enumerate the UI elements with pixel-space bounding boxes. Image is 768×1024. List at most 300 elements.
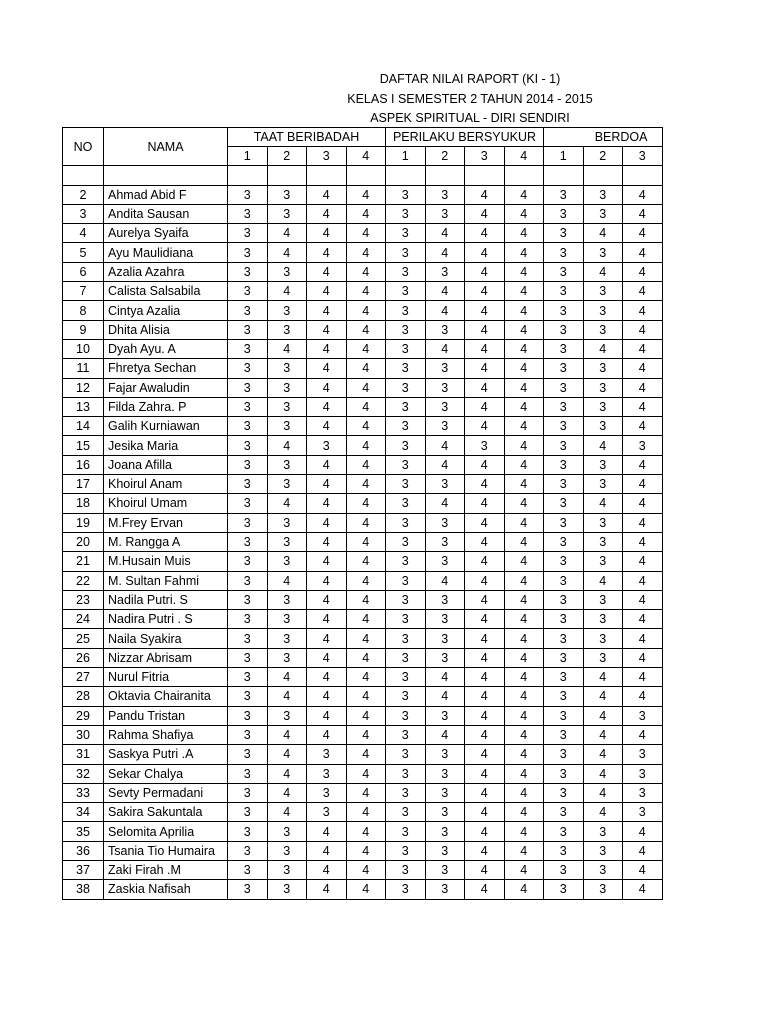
score-cell: 4 xyxy=(267,494,307,513)
student-name: M. Sultan Fahmi xyxy=(104,571,228,590)
score-cell: 4 xyxy=(504,532,544,551)
score-cell: 4 xyxy=(623,629,663,648)
score-cell: 4 xyxy=(504,803,544,822)
score-cell: 4 xyxy=(504,552,544,571)
score-cell: 4 xyxy=(346,475,386,494)
score-cell: 4 xyxy=(583,764,623,783)
student-name: Galih Kurniawan xyxy=(104,417,228,436)
score-cell: 4 xyxy=(504,783,544,802)
score-cell: 3 xyxy=(386,552,426,571)
score-cell: 4 xyxy=(465,803,505,822)
score-cell: 4 xyxy=(307,397,347,416)
score-cell: 3 xyxy=(425,204,465,223)
score-cell: 3 xyxy=(307,803,347,822)
score-cell: 4 xyxy=(623,841,663,860)
score-cell: 3 xyxy=(583,822,623,841)
score-cell: 3 xyxy=(544,339,584,358)
score-cell: 4 xyxy=(267,764,307,783)
score-cell: 3 xyxy=(583,320,623,339)
score-cell: 3 xyxy=(267,204,307,223)
score-cell: 3 xyxy=(228,378,268,397)
score-cell: 3 xyxy=(425,378,465,397)
score-cell: 3 xyxy=(623,783,663,802)
row-number: 33 xyxy=(63,783,104,802)
score-cell: 3 xyxy=(583,455,623,474)
score-cell: 4 xyxy=(465,339,505,358)
table-row xyxy=(63,610,663,629)
table-row xyxy=(63,803,663,822)
student-name: Sevty Permadani xyxy=(104,783,228,802)
score-cell: 3 xyxy=(228,513,268,532)
subcol-header: 2 xyxy=(425,147,465,166)
header-group-perilaku-bersyukur: PERILAKU BERSYUKUR xyxy=(386,128,544,147)
score-cell: 4 xyxy=(346,860,386,879)
score-cell: 3 xyxy=(544,860,584,879)
student-name: Zaskia Nafisah xyxy=(104,880,228,899)
score-cell: 3 xyxy=(425,359,465,378)
student-name: Rahma Shafiya xyxy=(104,725,228,744)
score-cell: 4 xyxy=(504,282,544,301)
table-row xyxy=(63,339,663,358)
score-cell: 3 xyxy=(386,320,426,339)
score-cell: 4 xyxy=(346,764,386,783)
row-number: 6 xyxy=(63,262,104,281)
score-cell: 4 xyxy=(504,725,544,744)
score-cell: 3 xyxy=(228,706,268,725)
score-cell: 3 xyxy=(583,282,623,301)
score-cell: 4 xyxy=(346,725,386,744)
student-name: Nadira Putri . S xyxy=(104,610,228,629)
score-cell: 3 xyxy=(544,706,584,725)
score-cell: 4 xyxy=(267,224,307,243)
table-row xyxy=(63,359,663,378)
table-row xyxy=(63,166,663,185)
row-number: 28 xyxy=(63,687,104,706)
score-cell: 4 xyxy=(307,668,347,687)
score-cell: 3 xyxy=(623,764,663,783)
score-cell: 4 xyxy=(504,378,544,397)
score-cell: 4 xyxy=(465,262,505,281)
student-name: Tsania Tio Humaira xyxy=(104,841,228,860)
score-cell: 4 xyxy=(267,282,307,301)
score-cell: 4 xyxy=(465,532,505,551)
score-cell: 3 xyxy=(425,320,465,339)
score-cell: 3 xyxy=(307,783,347,802)
score-cell: 3 xyxy=(386,822,426,841)
score-cell: 4 xyxy=(504,880,544,899)
score-cell: 3 xyxy=(228,359,268,378)
score-cell: 3 xyxy=(386,610,426,629)
student-name: Nadila Putri. S xyxy=(104,590,228,609)
student-name: Oktavia Chairanita xyxy=(104,687,228,706)
score-cell: 3 xyxy=(228,841,268,860)
score-cell: 4 xyxy=(465,513,505,532)
score-cell: 4 xyxy=(583,262,623,281)
score-cell: 4 xyxy=(504,571,544,590)
score-cell: 4 xyxy=(346,822,386,841)
score-cell: 4 xyxy=(307,590,347,609)
score-cell: 4 xyxy=(504,359,544,378)
score-cell: 4 xyxy=(425,571,465,590)
student-name: Andita Sausan xyxy=(104,204,228,223)
score-cell: 3 xyxy=(544,397,584,416)
score-cell: 3 xyxy=(544,359,584,378)
score-cell: 4 xyxy=(623,648,663,667)
score-cell: 4 xyxy=(623,359,663,378)
score-cell: 4 xyxy=(346,629,386,648)
score-cell: 4 xyxy=(307,725,347,744)
score-cell: 4 xyxy=(346,262,386,281)
score-cell: 3 xyxy=(425,629,465,648)
student-name: Zaki Firah .M xyxy=(104,860,228,879)
score-cell: 3 xyxy=(583,204,623,223)
score-cell: 4 xyxy=(425,668,465,687)
student-name: Joana Afilla xyxy=(104,455,228,474)
subcol-header: 1 xyxy=(386,147,426,166)
table-row xyxy=(63,783,663,802)
subcol-header: 2 xyxy=(583,147,623,166)
score-cell: 4 xyxy=(504,301,544,320)
score-cell: 4 xyxy=(346,243,386,262)
header-group-taat-beribadah: TAAT BERIBADAH xyxy=(228,128,386,147)
score-cell: 4 xyxy=(465,494,505,513)
score-cell: 4 xyxy=(307,301,347,320)
score-cell: 3 xyxy=(544,494,584,513)
score-cell: 4 xyxy=(425,243,465,262)
score-cell: 3 xyxy=(228,610,268,629)
score-cell: 3 xyxy=(386,417,426,436)
score-cell: 4 xyxy=(583,687,623,706)
score-cell: 3 xyxy=(544,687,584,706)
score-cell: 3 xyxy=(267,822,307,841)
table-row xyxy=(63,629,663,648)
score-cell: 4 xyxy=(346,552,386,571)
score-cell: 4 xyxy=(346,282,386,301)
score-cell: 3 xyxy=(228,648,268,667)
score-cell: 4 xyxy=(346,397,386,416)
table-row xyxy=(63,262,663,281)
score-cell: 3 xyxy=(228,764,268,783)
row-number: 29 xyxy=(63,706,104,725)
row-number: 10 xyxy=(63,339,104,358)
row-number: 26 xyxy=(63,648,104,667)
score-cell: 4 xyxy=(346,204,386,223)
score-cell: 3 xyxy=(228,822,268,841)
score-cell: 3 xyxy=(583,648,623,667)
score-cell: 3 xyxy=(583,629,623,648)
score-cell: 3 xyxy=(425,841,465,860)
score-cell: 3 xyxy=(267,648,307,667)
grade-table xyxy=(62,127,663,900)
score-cell: 3 xyxy=(425,880,465,899)
score-cell: 3 xyxy=(228,339,268,358)
table-row xyxy=(63,397,663,416)
score-cell: 4 xyxy=(465,397,505,416)
score-cell: 3 xyxy=(228,455,268,474)
score-cell: 4 xyxy=(504,339,544,358)
score-cell: 4 xyxy=(465,860,505,879)
score-cell: 3 xyxy=(386,262,426,281)
score-cell: 3 xyxy=(425,783,465,802)
row-number: 3 xyxy=(63,204,104,223)
student-name: M. Rangga A xyxy=(104,532,228,551)
score-cell: 4 xyxy=(465,590,505,609)
score-cell: 3 xyxy=(386,339,426,358)
score-cell: 3 xyxy=(425,475,465,494)
row-number: 22 xyxy=(63,571,104,590)
row-number: 36 xyxy=(63,841,104,860)
score-cell: 3 xyxy=(386,571,426,590)
score-cell: 4 xyxy=(465,378,505,397)
score-cell: 3 xyxy=(623,745,663,764)
title-line-1: DAFTAR NILAI RAPORT (KI - 1) xyxy=(379,72,561,86)
table-row xyxy=(63,532,663,551)
score-cell: 4 xyxy=(583,803,623,822)
score-cell: 3 xyxy=(228,436,268,455)
table-row xyxy=(63,320,663,339)
score-cell xyxy=(425,166,465,185)
table-row xyxy=(63,648,663,667)
row-number: 8 xyxy=(63,301,104,320)
row-number: 21 xyxy=(63,552,104,571)
score-cell: 4 xyxy=(465,745,505,764)
score-cell: 3 xyxy=(465,436,505,455)
student-name: Naila Syakira xyxy=(104,629,228,648)
score-cell: 4 xyxy=(425,282,465,301)
score-cell xyxy=(307,166,347,185)
score-cell: 4 xyxy=(307,475,347,494)
score-cell: 4 xyxy=(307,224,347,243)
score-cell: 3 xyxy=(544,282,584,301)
score-cell: 3 xyxy=(583,532,623,551)
score-cell: 4 xyxy=(346,783,386,802)
score-cell: 3 xyxy=(228,282,268,301)
table-row xyxy=(63,494,663,513)
score-cell: 4 xyxy=(583,224,623,243)
row-number: 14 xyxy=(63,417,104,436)
score-cell: 3 xyxy=(544,610,584,629)
score-cell: 3 xyxy=(267,610,307,629)
score-cell: 4 xyxy=(583,436,623,455)
score-cell: 3 xyxy=(623,803,663,822)
row-number: 11 xyxy=(63,359,104,378)
score-cell xyxy=(346,166,386,185)
row-number: 16 xyxy=(63,455,104,474)
score-cell: 3 xyxy=(583,552,623,571)
score-cell: 3 xyxy=(386,648,426,667)
table-row xyxy=(63,436,663,455)
score-cell: 3 xyxy=(425,648,465,667)
score-cell: 4 xyxy=(267,803,307,822)
score-cell: 4 xyxy=(307,243,347,262)
score-cell: 4 xyxy=(346,224,386,243)
score-cell: 4 xyxy=(465,243,505,262)
score-cell: 4 xyxy=(346,803,386,822)
score-cell: 3 xyxy=(386,436,426,455)
score-cell: 3 xyxy=(425,532,465,551)
score-cell: 3 xyxy=(386,725,426,744)
row-number: 34 xyxy=(63,803,104,822)
score-cell: 4 xyxy=(465,725,505,744)
score-cell: 3 xyxy=(228,532,268,551)
table-header-row-groups xyxy=(63,128,663,147)
table-body xyxy=(63,166,663,899)
score-cell: 4 xyxy=(504,204,544,223)
score-cell: 3 xyxy=(228,185,268,204)
score-cell: 3 xyxy=(583,243,623,262)
score-cell: 3 xyxy=(544,648,584,667)
student-name: Filda Zahra. P xyxy=(104,397,228,416)
student-name: Azalia Azahra xyxy=(104,262,228,281)
score-cell: 3 xyxy=(583,185,623,204)
score-cell: 4 xyxy=(583,706,623,725)
score-cell: 3 xyxy=(386,494,426,513)
score-cell: 4 xyxy=(504,494,544,513)
score-cell: 3 xyxy=(544,378,584,397)
score-cell: 3 xyxy=(386,359,426,378)
score-cell: 3 xyxy=(583,359,623,378)
score-cell: 3 xyxy=(228,224,268,243)
score-cell: 4 xyxy=(307,552,347,571)
score-cell: 4 xyxy=(465,629,505,648)
score-cell: 4 xyxy=(465,841,505,860)
score-cell: 4 xyxy=(504,417,544,436)
table-row xyxy=(63,590,663,609)
score-cell: 4 xyxy=(346,841,386,860)
score-cell: 4 xyxy=(623,262,663,281)
table-row xyxy=(63,764,663,783)
row-number xyxy=(63,166,104,185)
score-cell xyxy=(623,166,663,185)
row-number: 18 xyxy=(63,494,104,513)
score-cell: 4 xyxy=(504,860,544,879)
score-cell: 3 xyxy=(386,783,426,802)
score-cell: 4 xyxy=(307,262,347,281)
student-name: Selomita Aprilia xyxy=(104,822,228,841)
score-cell: 3 xyxy=(544,262,584,281)
score-cell: 4 xyxy=(504,185,544,204)
student-name: Khoirul Umam xyxy=(104,494,228,513)
score-cell: 3 xyxy=(386,378,426,397)
score-cell xyxy=(465,166,505,185)
subcol-header: 3 xyxy=(623,147,663,166)
score-cell: 3 xyxy=(267,590,307,609)
score-cell: 4 xyxy=(504,610,544,629)
student-name: Saskya Putri .A xyxy=(104,745,228,764)
score-cell: 4 xyxy=(465,455,505,474)
score-cell: 4 xyxy=(504,745,544,764)
row-number: 38 xyxy=(63,880,104,899)
score-cell: 4 xyxy=(346,513,386,532)
score-cell: 4 xyxy=(623,224,663,243)
row-number: 2 xyxy=(63,185,104,204)
table-row xyxy=(63,687,663,706)
score-cell: 3 xyxy=(425,590,465,609)
student-name: Sakira Sakuntala xyxy=(104,803,228,822)
score-cell: 4 xyxy=(504,262,544,281)
score-cell: 4 xyxy=(465,185,505,204)
student-name: Khoirul Anam xyxy=(104,475,228,494)
row-number: 9 xyxy=(63,320,104,339)
table-row xyxy=(63,513,663,532)
score-cell: 3 xyxy=(425,803,465,822)
score-cell: 4 xyxy=(504,629,544,648)
score-cell: 3 xyxy=(228,301,268,320)
score-cell: 4 xyxy=(623,822,663,841)
student-name: Jesika Maria xyxy=(104,436,228,455)
header-no: NO xyxy=(63,128,104,166)
score-cell: 3 xyxy=(386,397,426,416)
score-cell: 3 xyxy=(386,224,426,243)
table-row xyxy=(63,668,663,687)
score-cell: 4 xyxy=(267,668,307,687)
title-line-3: ASPEK SPIRITUAL - DIRI SENDIRI xyxy=(370,111,570,125)
score-cell: 4 xyxy=(346,706,386,725)
score-cell: 3 xyxy=(544,668,584,687)
score-cell: 3 xyxy=(267,532,307,551)
score-cell: 4 xyxy=(465,571,505,590)
score-cell: 4 xyxy=(623,687,663,706)
score-cell: 4 xyxy=(307,648,347,667)
score-cell: 3 xyxy=(307,764,347,783)
score-cell: 3 xyxy=(386,880,426,899)
score-cell: 4 xyxy=(623,397,663,416)
table-row xyxy=(63,204,663,223)
table-row xyxy=(63,841,663,860)
score-cell: 4 xyxy=(346,185,386,204)
score-cell: 3 xyxy=(583,590,623,609)
score-cell: 4 xyxy=(425,687,465,706)
table-row xyxy=(63,378,663,397)
student-name: Fhretya Sechan xyxy=(104,359,228,378)
score-cell: 4 xyxy=(465,320,505,339)
score-cell: 3 xyxy=(623,706,663,725)
table-row xyxy=(63,860,663,879)
score-cell: 3 xyxy=(544,764,584,783)
score-cell: 4 xyxy=(623,590,663,609)
score-cell: 3 xyxy=(228,475,268,494)
score-cell: 3 xyxy=(267,301,307,320)
row-number: 13 xyxy=(63,397,104,416)
score-cell: 3 xyxy=(267,841,307,860)
table-row xyxy=(63,282,663,301)
score-cell: 3 xyxy=(425,764,465,783)
score-cell: 4 xyxy=(465,764,505,783)
score-cell: 3 xyxy=(544,803,584,822)
row-number: 31 xyxy=(63,745,104,764)
score-cell: 3 xyxy=(583,397,623,416)
score-cell: 3 xyxy=(228,552,268,571)
score-cell: 4 xyxy=(465,783,505,802)
score-cell xyxy=(504,166,544,185)
score-cell: 4 xyxy=(307,455,347,474)
score-cell: 3 xyxy=(544,745,584,764)
score-cell: 4 xyxy=(623,725,663,744)
score-cell: 4 xyxy=(465,668,505,687)
student-name: Dhita Alisia xyxy=(104,320,228,339)
student-name: Ahmad Abid F xyxy=(104,185,228,204)
score-cell: 4 xyxy=(504,224,544,243)
document-title xyxy=(340,70,600,129)
row-number: 35 xyxy=(63,822,104,841)
score-cell: 4 xyxy=(346,378,386,397)
score-cell: 4 xyxy=(346,359,386,378)
score-cell: 4 xyxy=(504,513,544,532)
score-cell xyxy=(386,166,426,185)
score-cell: 3 xyxy=(544,590,584,609)
score-cell: 3 xyxy=(583,841,623,860)
score-cell: 4 xyxy=(465,610,505,629)
